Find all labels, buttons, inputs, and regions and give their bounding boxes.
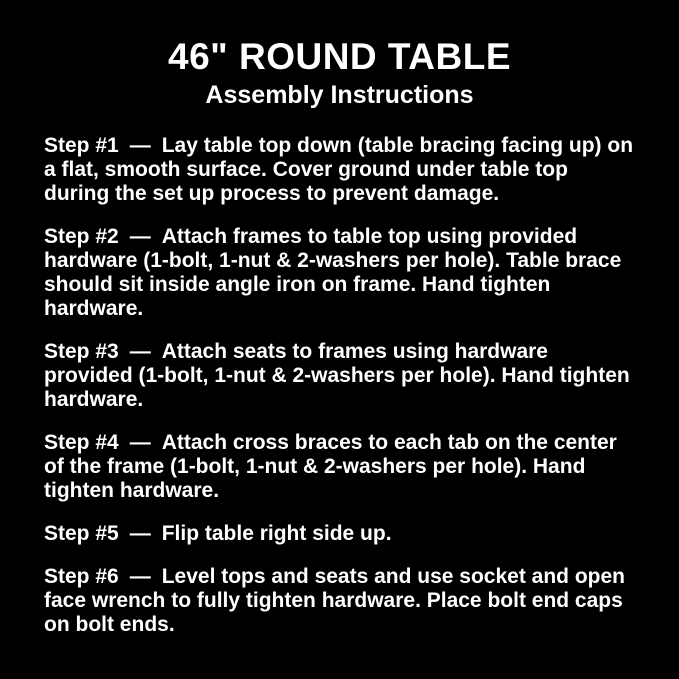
step-1-separator: — [129,134,151,157]
step-5-text: Flip table right side up. [161,522,392,545]
step-3-label: Step #3 [44,340,119,363]
step-4-text: Attach cross braces to each tab on the center of the frame (1-bolt, 1-nut & 2-washers per hole). Hand tighten hardware. [44,431,617,502]
step-4 [44,431,639,503]
instruction-steps [44,134,639,637]
step-4-separator: — [129,431,151,454]
step-3 [44,340,639,412]
step-6-label: Step #6 [44,565,119,588]
step-6 [44,565,639,637]
step-3-text: Attach seats to frames using hardware provided (1-bolt, 1-nut & 2-washers per hole). Hand tighten hardware. [44,340,630,411]
step-3-separator: — [129,340,151,363]
step-1 [44,134,639,206]
step-4-label: Step #4 [44,431,119,454]
step-5-label: Step #5 [44,522,119,545]
page-subtitle: Assembly Instructions [205,81,474,109]
step-6-text: Level tops and seats and use socket and open face wrench to fully tighten hardware. Place bolt end caps on bolt ends. [44,565,626,636]
step-2 [44,225,639,321]
step-2-text: Attach frames to table top using provided hardware (1-bolt, 1-nut & 2-washers per hole). Table brace should sit inside angle iron on frame. Hand tighten hardware. [44,225,622,320]
step-1-label: Step #1 [44,134,119,157]
step-6-separator: — [129,565,151,588]
step-5-separator: — [129,522,151,545]
step-5 [44,522,639,546]
step-2-separator: — [129,225,151,248]
page-title: 46" ROUND TABLE [168,36,511,77]
step-1-text: Lay table top down (table bracing facing up) on a flat, smooth surface. Cover ground under table top during the set up process to prevent damage. [44,134,634,205]
step-2-label: Step #2 [44,225,119,248]
